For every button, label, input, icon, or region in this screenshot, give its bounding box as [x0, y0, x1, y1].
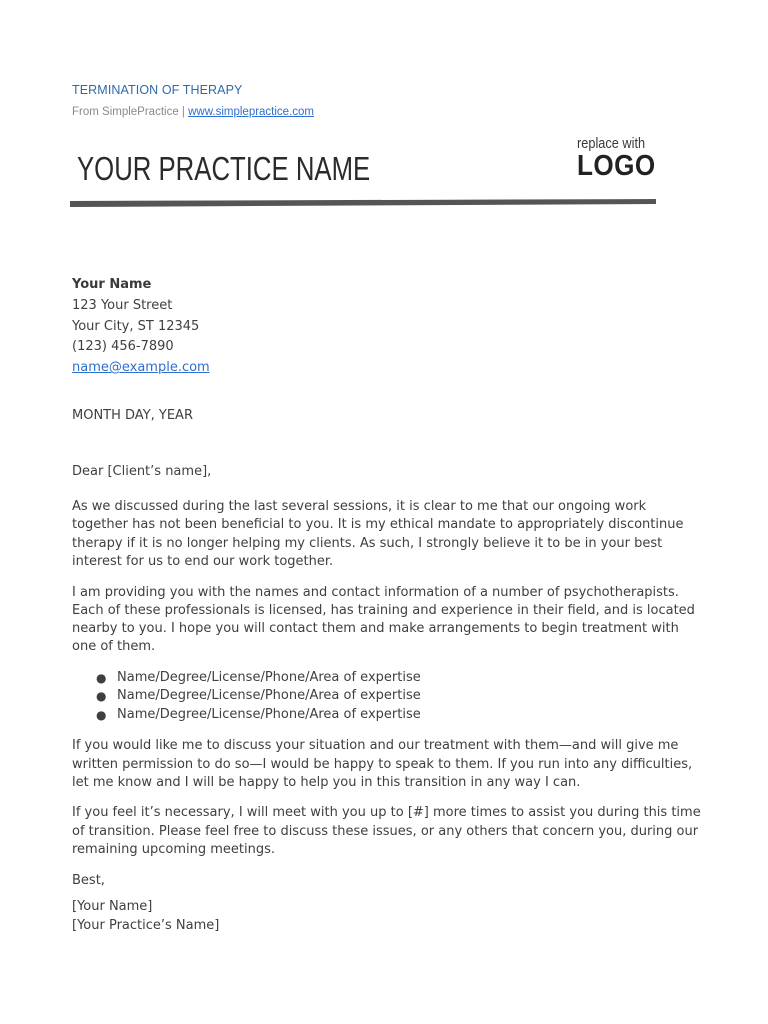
document-title: TERMINATION OF THERAPY	[72, 83, 243, 97]
referral-text: Name/Degree/License/Phone/Area of expertise	[117, 669, 421, 685]
logo-text: LOGO	[577, 150, 656, 182]
paragraph-2: I am providing you with the names and contact information of a number of psychotherapists. Each of these professionals is licensed, has training and experience in their field, and is located nearby to you. I hope you will contact them and make arrangements to begin treatment with one of them.	[72, 584, 695, 655]
practice-name: YOUR PRACTICE NAME	[77, 150, 371, 187]
list-item	[72, 706, 702, 725]
source-line	[72, 106, 314, 118]
signature-block	[72, 897, 219, 935]
letter-body	[72, 463, 702, 890]
paragraph-1: As we discussed during the last several sessions, it is clear to me that our ongoing work together has not been beneficial to you. It is my ethical mandate to appropriately discontinue therapy if it is no longer helping my clients. As such, I strongly believe it to be in your best interest for us to end our work together.	[72, 499, 684, 569]
bullet-icon: ●	[96, 689, 107, 704]
signature-name: [Your Name]	[72, 899, 153, 914]
letter-date: MONTH DAY, YEAR	[72, 408, 193, 423]
sender-city: Your City, ST 12345	[72, 318, 200, 334]
referral-list	[72, 669, 702, 725]
referral-text: Name/Degree/License/Phone/Area of expertise	[117, 706, 421, 722]
logo-placeholder	[577, 136, 667, 180]
source-link[interactable]: www.simplepractice.com	[188, 106, 315, 118]
header-divider	[70, 199, 656, 207]
sender-phone: (123) 456-7890	[72, 339, 174, 355]
referral-text: Name/Degree/License/Phone/Area of expertise	[117, 688, 421, 704]
paragraph-3: If you would like me to discuss your situation and our treatment with them—and will give me written permission to do so—I would be happy to speak to them. If you run into any difficulties, let me know and I will be happy to help you in this transition in any way I can.	[72, 738, 693, 790]
paragraph-4: If you feel it’s necessary, I will meet with you up to [#] more times to assist you during this time of transition. Please feel free to discuss these issues, or any others that concern you, during our remaining upcoming meetings.	[72, 805, 701, 857]
sender-name: Your Name	[72, 277, 152, 292]
sender-street: 123 Your Street	[72, 297, 173, 313]
bullet-icon: ●	[96, 707, 107, 722]
list-item	[72, 687, 702, 706]
list-item	[72, 669, 702, 688]
signature-practice: [Your Practice’s Name]	[72, 918, 220, 933]
logo-caption: replace with	[577, 136, 646, 152]
source-prefix: From SimplePractice |	[72, 106, 185, 118]
salutation: Dear [Client’s name],	[72, 464, 212, 479]
bullet-icon: ●	[96, 670, 107, 685]
sender-email-link[interactable]: name@example.com	[72, 360, 210, 376]
sender-block	[72, 275, 210, 379]
closing: Best,	[72, 872, 105, 888]
